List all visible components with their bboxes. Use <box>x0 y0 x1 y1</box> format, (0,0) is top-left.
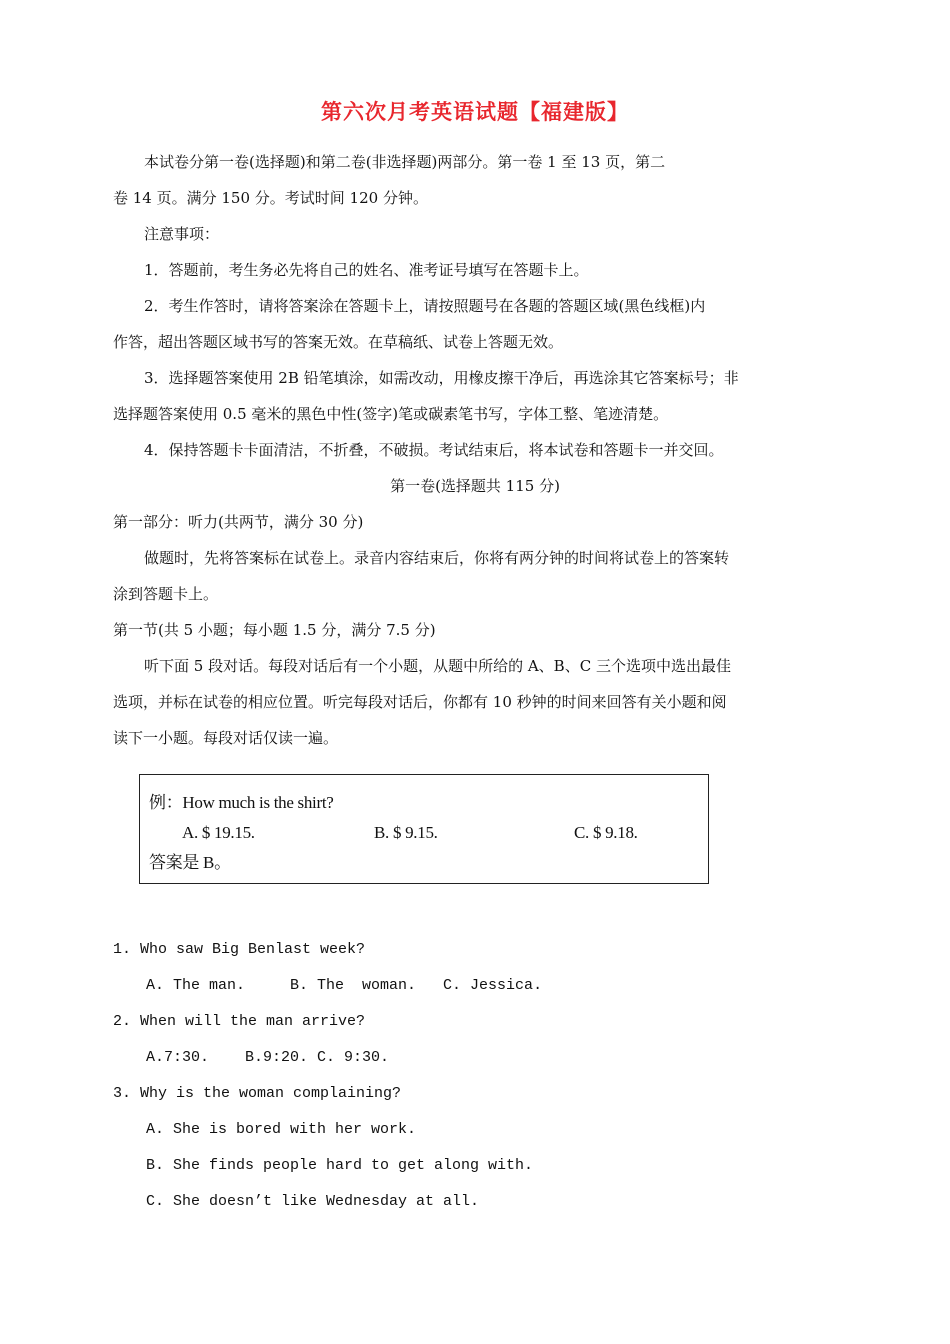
question-3-option-a: A. She is bored with her work. <box>146 1121 417 1138</box>
example-option-a: A. $ 19.15. <box>182 823 255 842</box>
example-box <box>139 774 709 884</box>
intro-line-2: 卷 14 页。满分 150 分。考试时间 120 分钟。 <box>113 189 428 207</box>
part-1-instruction-line-1: 做题时，先将答案标在试卷上。录音内容结束后，你将有两分钟的时间将试卷上的答案转 <box>144 549 730 567</box>
question-1-stem: 1. Who saw Big Benlast week? <box>113 941 366 958</box>
example-option-b: B. $ 9.15. <box>374 823 438 842</box>
example-answer: 答案是 B。 <box>149 853 231 872</box>
notice-item-3-line-1: 3．选择题答案使用 2B 铅笔填涂，如需改动，用橡皮擦干净后，再选涂其它答案标号；非 <box>144 369 739 387</box>
intro-line-1: 本试卷分第一卷(选择题)和第二卷(非选择题)两部分。第一卷 1 至 13 页，第二 <box>144 153 666 171</box>
section-1-heading: 第一节(共 5 小题；每小题 1.5 分，满分 7.5 分) <box>113 621 436 639</box>
example-question: 例：How much is the shirt? <box>149 793 334 812</box>
volume-1-heading: 第一卷(选择题共 115 分) <box>390 477 560 495</box>
section-1-instruction-line-1: 听下面 5 段对话。每段对话后有一个小题，从题中所给的 A、B、C 三个选项中选出最佳 <box>144 657 731 675</box>
notice-item-2-line-2: 作答，超出答题区域书写的答案无效。在草稿纸、试卷上答题无效。 <box>113 333 564 351</box>
section-1-instruction-line-2: 选项，并标在试卷的相应位置。听完每段对话后，你都有 10 秒钟的时间来回答有关小题和阅 <box>113 693 727 711</box>
part-1-heading: 第一部分：听力(共两节，满分 30 分) <box>113 513 364 531</box>
question-3-option-c: C. She doesn’t like Wednesday at all. <box>146 1193 480 1210</box>
part-1-instruction-line-2: 涂到答题卡上。 <box>113 585 219 603</box>
notice-item-1: 1．答题前，考生务必先将自己的姓名、准考证号填写在答题卡上。 <box>144 261 589 279</box>
section-1-instruction-line-3: 读下一小题。每段对话仅读一遍。 <box>113 729 339 747</box>
question-2-stem: 2. When will the man arrive? <box>113 1013 366 1030</box>
page-title: 第六次月考英语试题【福建版】 <box>321 100 629 124</box>
notice-item-4: 4．保持答题卡卡面清洁，不折叠，不破损。考试结束后，将本试卷和答题卡一并交回。 <box>144 441 724 459</box>
example-option-c: C. $ 9.18. <box>574 823 638 842</box>
notice-heading: 注意事项： <box>144 225 220 243</box>
question-2-options: A.7:30. B.9:20. C. 9:30. <box>146 1049 390 1066</box>
question-3-option-b: B. She finds people hard to get along with. <box>146 1157 534 1174</box>
notice-item-3-line-2: 选择题答案使用 0.5 毫米的黑色中性(签字)笔或碳素笔书写，字体工整、笔迹清楚。 <box>113 405 669 423</box>
question-3-stem: 3. Why is the woman complaining? <box>113 1085 402 1102</box>
notice-item-2-line-1: 2．考生作答时，请将答案涂在答题卡上，请按照题号在各题的答题区域(黑色线框)内 <box>144 297 706 315</box>
question-1-options: A. The man. B. The woman. C. Jessica. <box>146 977 543 994</box>
